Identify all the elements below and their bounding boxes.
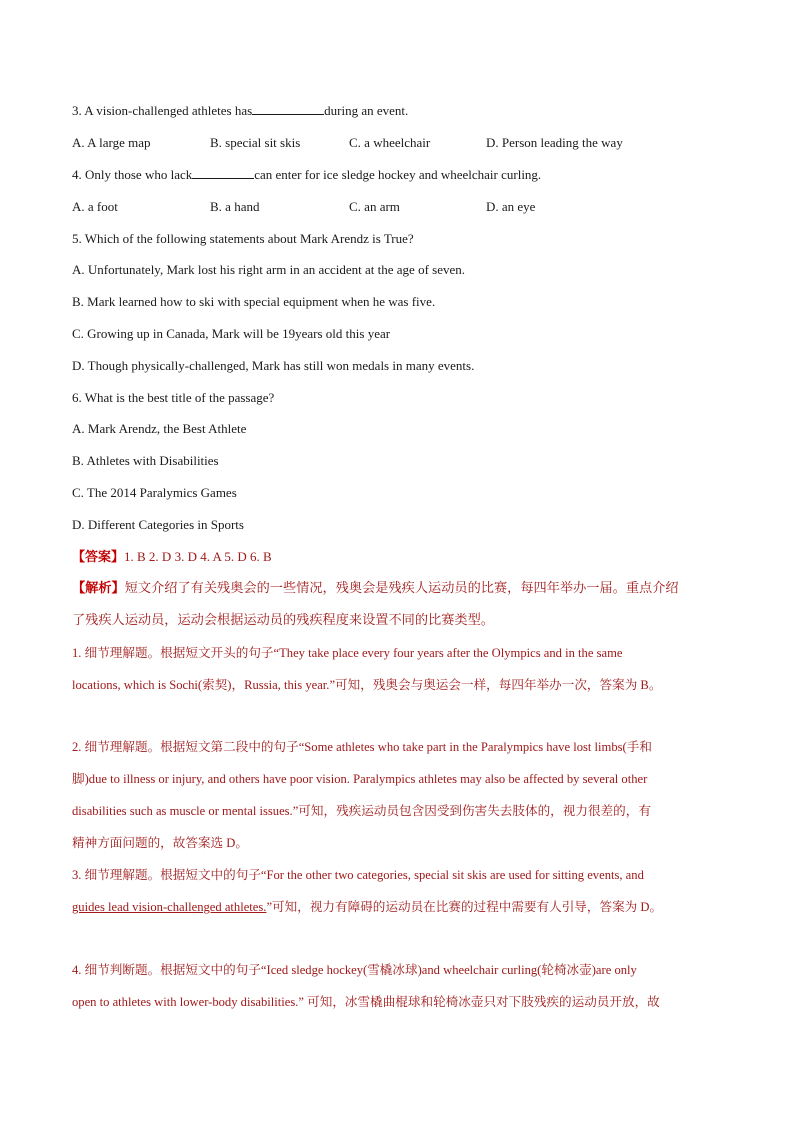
question-3-stem-after: during an event. [324, 103, 409, 118]
question-4-options [72, 198, 722, 216]
question-3-option-b: B. special sit skis [210, 135, 301, 150]
question-6-option-d: D. Different Categories in Sports [72, 517, 244, 532]
question-6-stem: 6. What is the best title of the passage? [72, 390, 275, 405]
explanation-3-quote-underlined: guides lead vision-challenged athletes. [72, 900, 267, 914]
question-4-option-c: C. an arm [349, 199, 400, 214]
question-3-stem-before: 3. A vision-challenged athletes has [72, 103, 253, 118]
question-4-option-d: D. an eye [486, 199, 536, 214]
question-5-option-a: A. Unfortunately, Mark lost his right arm in an accident at the age of seven. [72, 262, 466, 277]
question-3-option-a: A. A large map [72, 135, 151, 150]
explanation-2-line-4: 精神方面问题的，故答案选 D。 [72, 836, 248, 850]
explanation-1-line-1: 1. 细节理解题。根据短文开头的句子“They take place every four years after the Olympics and in the same [72, 646, 623, 660]
answer-text: 1. B 2. D 3. D 4. A 5. D 6. B [124, 549, 272, 564]
explanation-1-line-2: locations, which is Sochi(索契)，Russia, this year.”可知，残奥会与奥运会一样，每四年举办一次，答案为 B。 [72, 678, 662, 692]
analysis-text-1: 短文介绍了有关残奥会的一些情况，残奥会是残疾人运动员的比赛，每四年举办一届。重点介绍 [124, 581, 679, 596]
question-3-options [72, 134, 722, 152]
explanation-3-line-2 [72, 898, 662, 916]
question-4-option-a: A. a foot [72, 199, 118, 214]
question-5-stem: 5. Which of the following statements about Mark Arendz is True? [72, 231, 414, 246]
question-6-option-b: B. Athletes with Disabilities [72, 453, 219, 468]
question-4-stem-after: can enter for ice sledge hockey and wheelchair curling. [254, 167, 542, 182]
explanation-2-line-3: disabilities such as muscle or mental issues.”可知，残疾运动员包含因受到伤害失去肢体的，视力很差的，有 [72, 804, 651, 818]
question-4-stem [72, 166, 541, 184]
question-3-stem [72, 102, 408, 120]
question-3-option-c: C. a wheelchair [349, 135, 431, 150]
explanation-3-line-2-rest: ”可知，视力有障碍的运动员在比赛的过程中需要有人引导，答案为 D。 [266, 900, 663, 914]
analysis-tag: 【解析】 [72, 581, 125, 596]
question-4-stem-before: 4. Only those who lack [72, 167, 193, 182]
explanation-4-line-2: open to athletes with lower-body disabilities.” 可知，冰雪橇曲棍球和轮椅冰壶只对下肢残疾的运动员开放，故 [72, 995, 660, 1009]
explanation-2-line-2: 脚)due to illness or injury, and others have poor vision. Paralympics athletes may also be affected by several other [72, 772, 648, 786]
answer-line [72, 548, 272, 567]
answer-blank [192, 166, 254, 179]
analysis-line-1 [72, 580, 679, 598]
question-5-option-c: C. Growing up in Canada, Mark will be 19years old this year [72, 326, 391, 341]
question-6-option-c: C. The 2014 Paralymics Games [72, 485, 237, 500]
explanation-4-line-1: 4. 细节判断题。根据短文中的句子“Iced sledge hockey(雪橇冰球)and wheelchair curling(轮椅冰壶)are only [72, 963, 637, 977]
question-5-option-b: B. Mark learned how to ski with special equipment when he was five. [72, 294, 436, 309]
answer-tag: 【答案】 [72, 550, 125, 565]
question-3-option-d: D. Person leading the way [486, 135, 623, 150]
explanation-3-line-1: 3. 细节理解题。根据短文中的句子“For the other two categories, special sit skis are used for sitting events, and [72, 868, 644, 882]
analysis-line-2: 了残疾人运动员，运动会根据运动员的残疾程度来设置不同的比赛类型。 [72, 613, 494, 628]
question-4-option-b: B. a hand [210, 199, 260, 214]
explanation-2-line-1: 2. 细节理解题。根据短文第二段中的句子“Some athletes who take part in the Paralympics have lost limbs(手和 [72, 740, 652, 754]
question-6-option-a: A. Mark Arendz, the Best Athlete [72, 421, 247, 436]
answer-blank [252, 102, 324, 115]
question-5-option-d: D. Though physically-challenged, Mark has still won medals in many events. [72, 358, 475, 373]
